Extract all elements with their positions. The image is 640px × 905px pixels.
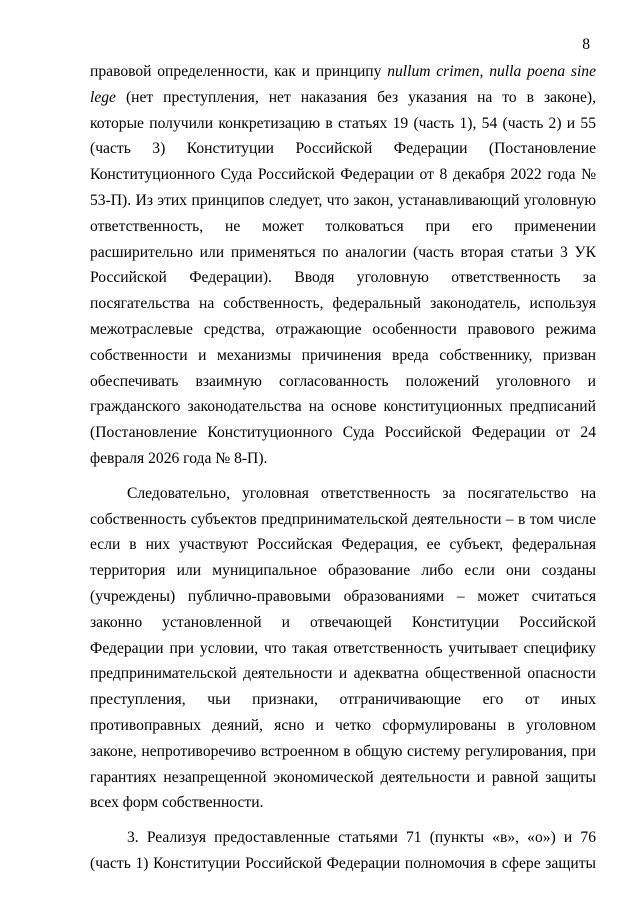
text-line xyxy=(90,343,596,369)
text-line xyxy=(90,188,596,214)
text-span: Федерации при условии, что такая ответственность учитывает специфику xyxy=(90,639,596,657)
text-line xyxy=(90,584,596,610)
text-line xyxy=(90,85,596,111)
text-span: Следовательно, уголовная ответственность за посягательство на xyxy=(127,484,596,502)
text-span: (учреждены) публично-правовыми образованиями – может считаться xyxy=(90,587,596,605)
text-line xyxy=(90,558,596,584)
text-line xyxy=(90,610,596,636)
text-line xyxy=(90,420,596,446)
text-line xyxy=(90,825,596,851)
text-span: Российской Федерации). Вводя уголовную ответственность за xyxy=(90,269,596,287)
text-span: расширительно или применяться по аналогии (часть вторая статьи 3 УК xyxy=(90,243,596,261)
text-span: (Постановление Конституционного Суда Российской Федерации от 24 xyxy=(90,424,596,442)
text-span: гарантиях незапрещенной экономической деятельности и равной защиты xyxy=(90,768,596,786)
text-span: межотраслевые средства, отражающие особенности правового режима xyxy=(90,320,596,338)
text-line xyxy=(90,713,596,739)
paragraph xyxy=(90,59,596,472)
text-line xyxy=(90,317,596,343)
text-span: Конституционного Суда Российской Федерации от 8 декабря 2022 года № xyxy=(90,166,596,184)
text-line xyxy=(90,481,596,507)
text-line xyxy=(90,790,596,816)
text-line xyxy=(90,214,596,240)
paragraph-gap xyxy=(90,472,596,481)
text-line xyxy=(90,851,596,877)
text-line xyxy=(90,136,596,162)
text-span: правовой определенности, как и принципу xyxy=(90,63,388,80)
text-span: всех форм собственности. xyxy=(90,794,264,812)
text-span: территория или муниципальное образование либо если они созданы xyxy=(90,562,596,580)
text-line xyxy=(90,507,596,533)
text-line xyxy=(90,111,596,137)
text-span: ответственность, не может толковаться при его применении xyxy=(90,217,596,235)
text-span: 53-П). Из этих принципов следует, что закон, устанавливающий уголовную xyxy=(90,191,596,209)
text-line xyxy=(90,636,596,662)
text-span: противоправных деяний, ясно и четко сформулированы в уголовном xyxy=(90,716,596,734)
text-span: (нет преступления, нет наказания без указания на то в законе), xyxy=(115,88,596,106)
paragraph-gap xyxy=(90,816,596,825)
page-number: 8 xyxy=(582,36,590,53)
text-line xyxy=(90,661,596,687)
text-span: законно установленной и отвечающей Конституции Российской xyxy=(90,613,596,631)
text-span: обеспечивать взаимную согласованность положений уголовного и xyxy=(90,372,596,390)
text-span: законе, непротиворечиво встроенном в общую систему регулирования, при xyxy=(90,742,596,760)
text-line xyxy=(90,240,596,266)
text-line xyxy=(90,394,596,420)
text-span: 3. Реализуя предоставленные статьями 71 (пункты «в», «о») и 76 xyxy=(127,829,596,847)
text-span: собственность субъектов предпринимательской деятельности – в том числе xyxy=(90,510,596,528)
paragraph xyxy=(90,481,596,816)
text-span: (часть 3) Конституции Российской Федерации (Постановление xyxy=(90,140,596,158)
text-line xyxy=(90,532,596,558)
text-span: которые получили конкретизацию в статьях 19 (часть 1), 54 (часть 2) и 55 xyxy=(90,114,596,132)
text-span: февраля 2026 года № 8-П). xyxy=(90,449,268,467)
text-line xyxy=(90,446,596,472)
text-span: предпринимательской деятельности и адекватна общественной опасности xyxy=(90,665,596,683)
text-line xyxy=(90,291,596,317)
text-line xyxy=(90,765,596,791)
text-line xyxy=(90,162,596,188)
text-span: преступления, чьи признаки, отграничивающие его от иных xyxy=(90,691,596,709)
italic-text: lege xyxy=(90,88,116,106)
text-line xyxy=(90,59,596,85)
text-span: (часть 1) Конституции Российской Федерации полномочия в сфере защиты xyxy=(90,854,596,872)
text-line xyxy=(90,739,596,765)
text-span: гражданского законодательства на основе конституционных предписаний xyxy=(90,398,596,416)
text-span: если в них участвуют Российская Федерация, ее субъект, федеральная xyxy=(90,536,596,554)
text-line xyxy=(90,369,596,395)
text-line xyxy=(90,265,596,291)
text-span: собственности и механизмы причинения вреда собственнику, призван xyxy=(90,346,596,364)
paragraph xyxy=(90,825,596,877)
document-body xyxy=(90,59,596,877)
italic-text: nullum crimen, nulla poena sine xyxy=(387,63,596,80)
text-line xyxy=(90,687,596,713)
text-span: посягательства на собственность, федеральный законодатель, используя xyxy=(90,295,596,313)
